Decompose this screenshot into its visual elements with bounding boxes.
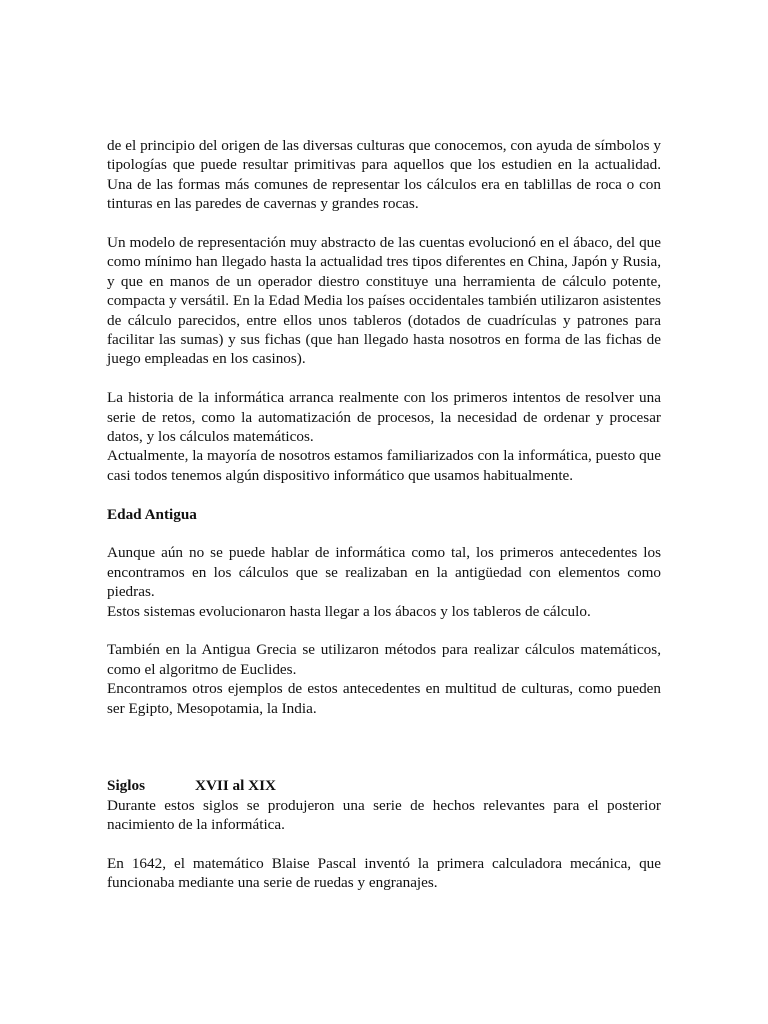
paragraph-gap: [107, 621, 661, 640]
heading-siglos-left: Siglos: [107, 777, 145, 795]
paragraph-durante: Durante estos siglos se produjeron una serie de hechos relevantes para el posterior nacimiento de la informática.: [107, 796, 661, 833]
paragraph-intro: de el principio del origen de las diversas culturas que conocemos, con ayuda de símbolos y tipologías que puede resultar primitivas para aquellos que los estudien en la actualidad. Una de las formas más comunes de representar los cálculos era en tablillas de roca o con tinturas en las paredes de cavernas y grandes rocas.: [107, 137, 661, 213]
paragraph-actualmente: Actualmente, la mayoría de nosotros estamos familiarizados con la informática, puesto que casi todos tenemos algún dispositivo informático que usamos habitualmente.: [107, 447, 661, 484]
heading-edad-antigua: Edad Antigua: [107, 505, 197, 523]
paragraph-aunque: Aunque aún no se puede hablar de informática como tal, los primeros antecedentes los encontramos en los cálculos que se realizaban en la antigüedad con elementos como piedras.: [107, 544, 661, 601]
paragraph-gap: [107, 369, 661, 388]
paragraph-grecia: También en la Antigua Grecia se utilizaron métodos para realizar cálculos matemáticos, como el algoritmo de Euclides.: [107, 641, 661, 678]
paragraph-estos-sistemas: Estos sistemas evolucionaron hasta llegar a los ábacos y los tableros de cálculo.: [107, 602, 591, 620]
paragraph-historia: La historia de la informática arranca realmente con los primeros intentos de resolver una serie de retos, como la automatización de procesos, la necesidad de ordenar y procesar datos, y los cálculos matemáticos.: [107, 389, 661, 446]
heading-siglos: [107, 776, 661, 795]
paragraph-pascal: En 1642, el matemático Blaise Pascal inventó la primera calculadora mecánica, que funcionaba mediante una serie de ruedas y engranajes.: [107, 854, 661, 892]
paragraph-gap: [107, 834, 661, 853]
paragraph-otros: Encontramos otros ejemplos de estos antecedentes en multitud de culturas, como pueden ser Egipto, Mesopotamia, la India.: [107, 680, 661, 717]
heading-siglos-right: XVII al XIX: [195, 777, 277, 795]
paragraph-abaco: Un modelo de representación muy abstracto de las cuentas evolucionó en el ábaco, del que como mínimo han llegado hasta la actualidad tres tipos diferentes en China, Japón y Rusia, y que en manos de un operador diestro constituye una herramienta de cálculo potente, compacta y versátil. En la Edad Media los países occidentales también utilizaron asistentes de cálculo parecidos, entre ellos unos tableros (dotados de cuadrículas y patrones para facilitar las sumas) y sus fichas (que han llegado hasta nosotros en forma de las fichas de juego empleadas en los casinos).: [107, 234, 661, 368]
section-gap: [107, 718, 661, 776]
document-page: [107, 136, 661, 893]
paragraph-gap: [107, 524, 661, 543]
paragraph-gap: [107, 485, 661, 504]
paragraph-gap: [107, 214, 661, 233]
